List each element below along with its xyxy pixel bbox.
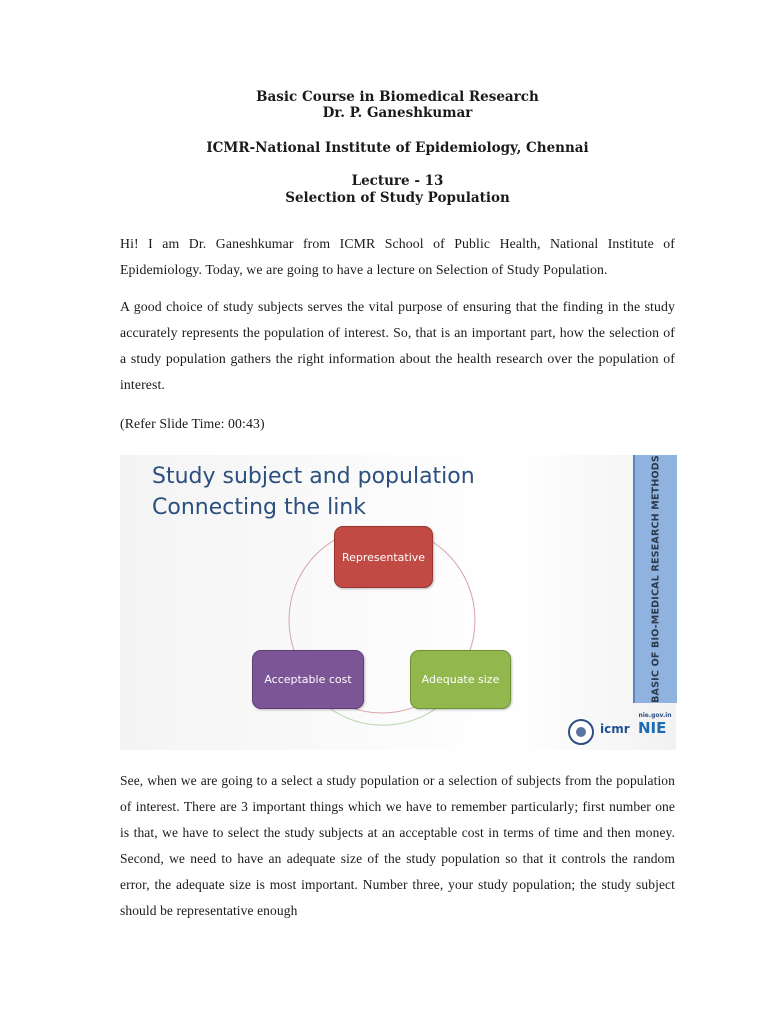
lecture-title: Selection of Study Population (285, 190, 510, 206)
representative-box: Representative (334, 526, 433, 588)
nie-logo: NIE (638, 719, 667, 737)
site-url: nie.gov.in (638, 712, 672, 719)
slide-sidebar (633, 455, 677, 703)
purpose-paragraph: A good choice of study subjects serves the vital purpose of ensuring that the finding in the study accurately represents the population of interest. So, that is an important part, how the selection of a study population gathers the right information about the health research over the population of interest. (120, 299, 675, 392)
lecture-number: Lecture - 13 (351, 173, 444, 189)
acceptable-cost-box: Acceptable cost (252, 650, 364, 709)
lecture-slide (120, 455, 676, 750)
slide-title-line-2: Connecting the link (152, 495, 366, 520)
explanation-paragraph: See, when we are going to a select a study population or a selection of subjects from the population of interest. There are 3 important things which we have to remember particularly; first number one is that, we have to select the study subjects at an acceptable cost in terms of time and then money. Second, we need to have an adequate size of the study population so that it controls the random error, the adequate size is most important. Number three, your study population; the study subject should be representative enough (120, 773, 675, 918)
logo-strip (568, 717, 674, 747)
author-name: Dr. P. Ganeshkumar (322, 105, 473, 121)
intro-paragraph: Hi! I am Dr. Ganeshkumar from ICMR School of Public Health, National Institute of Epidemiology. Today, we are going to have a lecture on Selection of Study Population. (120, 236, 675, 277)
institute-name: ICMR-National Institute of Epidemiology, Chennai (206, 140, 589, 156)
adequate-size-box: Adequate size (410, 650, 511, 709)
refer-slide-time: (Refer Slide Time: 00:43) (120, 416, 265, 431)
slide-title-line-1: Study subject and population (152, 464, 475, 489)
sidebar-label: BASIC OF BIO-MEDICAL RESEARCH METHODS (650, 455, 662, 703)
emblem-seal-icon (568, 719, 594, 745)
icmr-logo: icmr (600, 722, 630, 736)
course-title: Basic Course in Biomedical Research (256, 89, 539, 105)
slide-title (152, 461, 475, 523)
